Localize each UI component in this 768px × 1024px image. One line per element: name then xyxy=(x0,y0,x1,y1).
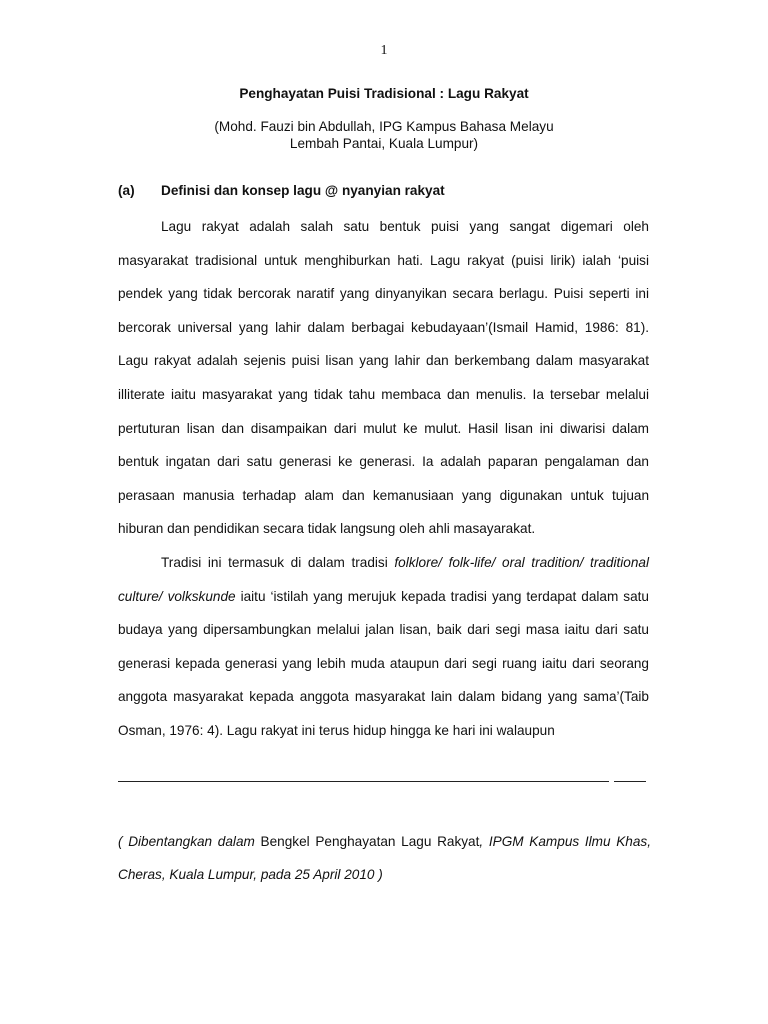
footnote-part-1: ( Dibentangkan dalam xyxy=(118,834,261,849)
section-label: (a) xyxy=(118,183,135,198)
divider-line-short xyxy=(614,781,646,782)
section-title: Definisi dan konsep lagu @ nyanyian rakyat xyxy=(161,183,445,198)
footnote-workshop-name: Bengkel Penghayatan Lagu Rakyat xyxy=(260,834,480,849)
divider-line-long xyxy=(118,781,609,782)
document-title: Penghayatan Puisi Tradisional : Lagu Rakyat xyxy=(239,86,529,101)
footnote xyxy=(118,825,651,891)
paragraph-1: Lagu rakyat adalah salah satu bentuk puisi yang sangat digemari oleh masyarakat tradisional untuk menghiburkan hati. Lagu rakyat (puisi lirik) ialah ‘puisi pendek yang tidak bercorak naratif yang dinyanyikan secara berlagu. Puisi seperti ini bercorak universal yang lahir dalam berbagai kebudayaan’(Ismail Hamid, 1986: 81). Lagu rakyat adalah sejenis puisi lisan yang lahir dan berkembang dalam masyarakat illiterate iaitu masyarakat yang tidak tahu membaca dan menulis. Ia tersebar melalui pertuturan lisan dan disampaikan dari mulut ke mulut. Hasil lisan ini diwarisi dalam bentuk ingatan dari satu generasi ke generasi. Ia adalah paparan pengalaman dan perasaan manusia terhadap alam dan kemanusiaan yang digunakan untuk tujuan hiburan dan pendidikan secara tidak langsung oleh ahli masayarakat. xyxy=(118,219,649,537)
paragraph-2-rest: iaitu ‘istilah yang merujuk kepada tradisi yang terdapat dalam satu budaya yang dipersambungkan melalui jalan lisan, baik dari segi masa iaitu dari satu generasi kepada generasi yang lebih muda ataupun dari segi ruang iaitu dari seorang anggota masyarakat kepada anggota masyarakat lain dalam bidang yang sama’(Taib Osman, 1976: 4). Lagu rakyat ini terus hidup hingga ke hari ini walaupun xyxy=(118,588,649,738)
author-line-2: Lembah Pantai, Kuala Lumpur) xyxy=(289,136,479,151)
author-line-1: (Mohd. Fauzi bin Abdullah, IPG Kampus Bahasa Melayu xyxy=(214,119,554,134)
paragraph-2-lead: Tradisi ini termasuk di dalam tradisi xyxy=(161,554,395,570)
author-affiliation xyxy=(0,118,768,152)
page-number: 1 xyxy=(380,43,388,58)
paragraph-2-terms: folklore/ folk-life/ oral tradition/ traditional culture/ volkskunde xyxy=(118,554,650,604)
body-text xyxy=(118,210,649,748)
section-heading xyxy=(118,183,445,198)
footnote-part-3: , IPGM Kampus Ilmu Khas, Cheras, Kuala Lumpur, pada 25 April 2010 ) xyxy=(118,834,651,882)
paragraph-2 xyxy=(118,546,649,748)
